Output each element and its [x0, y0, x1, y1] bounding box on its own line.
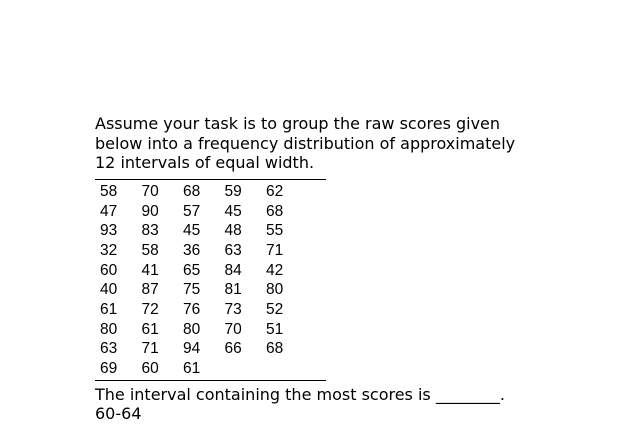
score-row [100, 320, 308, 340]
score-cell: 83 [141, 222, 159, 240]
score-row [100, 359, 308, 379]
score-cell: 41 [141, 261, 159, 279]
score-cell: 60 [141, 360, 159, 378]
score-cell: 60 [100, 261, 118, 279]
score-cell: 55 [266, 222, 284, 240]
score-cell: 66 [224, 340, 242, 358]
question-text [95, 114, 565, 173]
question-line: 12 intervals of equal width. [95, 153, 315, 172]
score-cell: 76 [183, 300, 201, 318]
score-cell: 93 [100, 222, 118, 240]
score-cell: 57 [183, 202, 201, 220]
score-cell: 80 [183, 320, 201, 338]
score-cell: 71 [141, 340, 159, 358]
score-row [100, 202, 308, 222]
score-cell: 81 [224, 281, 242, 299]
score-cell: 73 [224, 300, 242, 318]
score-cell: 65 [183, 261, 201, 279]
score-cell [225, 359, 267, 379]
score-cell: 59 [224, 182, 242, 200]
score-cell: 68 [266, 202, 284, 220]
score-cell: 45 [183, 222, 201, 240]
score-row [100, 300, 308, 320]
raw-scores-table [100, 182, 308, 379]
score-row [100, 221, 308, 241]
question-line: Assume your task is to group the raw scores given [95, 114, 501, 133]
score-cell: 84 [224, 261, 242, 279]
score-cell: 68 [183, 182, 201, 200]
score-cell: 58 [100, 182, 118, 200]
score-row [100, 280, 308, 300]
table-bottom-rule [95, 380, 326, 381]
score-cell: 40 [100, 281, 118, 299]
score-cell: 71 [266, 241, 284, 259]
score-cell: 61 [183, 360, 201, 378]
score-cell: 58 [141, 241, 159, 259]
score-cell: 48 [224, 222, 242, 240]
score-cell: 80 [100, 320, 118, 338]
score-cell: 70 [141, 182, 159, 200]
score-cell: 32 [100, 241, 118, 259]
score-row [100, 241, 308, 261]
score-cell: 61 [141, 320, 159, 338]
score-cell: 61 [100, 300, 118, 318]
score-cell: 68 [266, 340, 284, 358]
blank-prompt: The interval containing the most scores is ________. [95, 385, 505, 404]
score-cell: 63 [100, 340, 118, 358]
score-cell: 80 [266, 281, 284, 299]
answer-text: 60-64 [95, 404, 142, 423]
score-cell: 52 [266, 300, 284, 318]
score-cell: 47 [100, 202, 118, 220]
score-cell: 90 [141, 202, 159, 220]
score-cell: 69 [100, 360, 118, 378]
score-cell: 42 [266, 261, 284, 279]
score-cell: 45 [224, 202, 242, 220]
raw-scores-body [100, 182, 308, 379]
score-cell: 72 [141, 300, 159, 318]
score-cell: 63 [224, 241, 242, 259]
question-line: below into a frequency distribution of approximately [95, 133, 516, 153]
score-cell: 62 [266, 182, 284, 200]
score-cell: 94 [183, 340, 201, 358]
score-cell: 36 [183, 241, 201, 259]
score-row [100, 261, 308, 281]
score-cell: 75 [183, 281, 201, 299]
score-cell: 70 [224, 320, 242, 338]
table-top-rule [95, 179, 326, 180]
score-cell: 51 [266, 320, 284, 338]
score-cell [266, 359, 308, 379]
score-row [100, 182, 308, 202]
score-cell: 87 [141, 281, 159, 299]
score-row [100, 340, 308, 360]
